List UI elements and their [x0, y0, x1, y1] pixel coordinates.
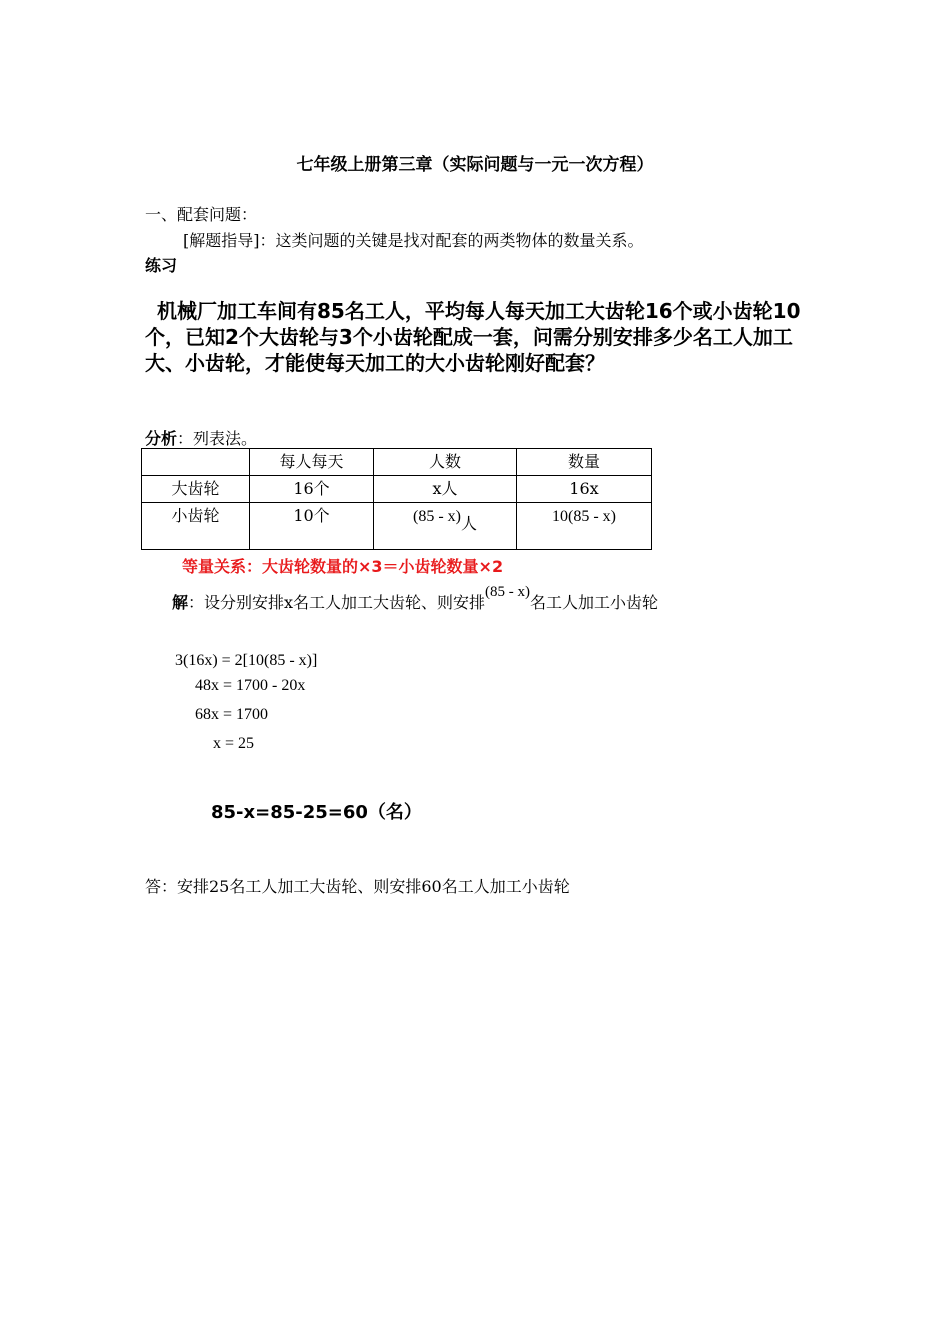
- table-header-row: [142, 449, 652, 476]
- solution-line: [172, 584, 659, 613]
- table-cell: 10个: [250, 503, 374, 550]
- analysis-text: ：列表法。: [177, 429, 258, 448]
- table-row: [142, 476, 652, 503]
- table-cell: x人: [374, 476, 517, 503]
- solution-text-b: 名工人加工小齿轮: [530, 593, 659, 612]
- practice-heading: 练习: [145, 256, 178, 275]
- table-row: [142, 503, 652, 550]
- result-line: 85-x=85-25=60（名）: [211, 802, 422, 823]
- table-cell: 小齿轮: [142, 503, 250, 550]
- equality-relation: 等量关系：大齿轮数量的×3＝小齿轮数量×2: [182, 557, 504, 576]
- section-heading: 一、配套问题：: [145, 205, 258, 224]
- solution-label: 解: [172, 593, 189, 612]
- analysis-label: 分析: [145, 429, 178, 448]
- solution-expr: (85 - x): [485, 584, 531, 600]
- guide-text: [解题指导]：这类问题的关键是找对配套的两类物体的数量关系。: [183, 231, 644, 250]
- equation-line: 3(16x) = 2[10(85 - x)]: [175, 652, 318, 669]
- analysis-table: [141, 448, 652, 550]
- table-header-cell: 人数: [374, 449, 517, 476]
- problem-statement: 机械厂加工车间有85名工人，平均每人每天加工大齿轮16个或小齿轮10个，已知2个大齿轮与3个小齿轮配成一套，问需分别安排多少名工人加工大、小齿轮，才能使每天加工的大小齿轮刚好配套？: [145, 299, 801, 375]
- table-header-cell: 数量: [517, 449, 652, 476]
- equation-line: 68x = 1700: [195, 706, 269, 723]
- answer-line: 答：安排25名工人加工大齿轮、则安排60名工人加工小齿轮: [145, 877, 570, 896]
- table-cell: [517, 503, 652, 550]
- equation-line: x = 25: [213, 735, 255, 752]
- table-math-expr: 10(85 - x): [552, 508, 616, 525]
- table-cell: 大齿轮: [142, 476, 250, 503]
- table-math-expr: (85 - x): [413, 508, 461, 525]
- table-unit: 人: [460, 514, 477, 533]
- table-header-cell: [142, 449, 250, 476]
- table-cell: [374, 503, 517, 550]
- table-header-cell: 每人每天: [250, 449, 374, 476]
- table-cell: 16个: [250, 476, 374, 503]
- equation-line: 48x = 1700 - 20x: [195, 677, 306, 694]
- solution-text-a: ：设分别安排x名工人加工大齿轮、则安排: [188, 593, 486, 612]
- analysis-line: [145, 426, 257, 449]
- table-cell: 16x: [517, 476, 652, 503]
- page-title: 七年级上册第三章（实际问题与一元一次方程）: [296, 155, 654, 175]
